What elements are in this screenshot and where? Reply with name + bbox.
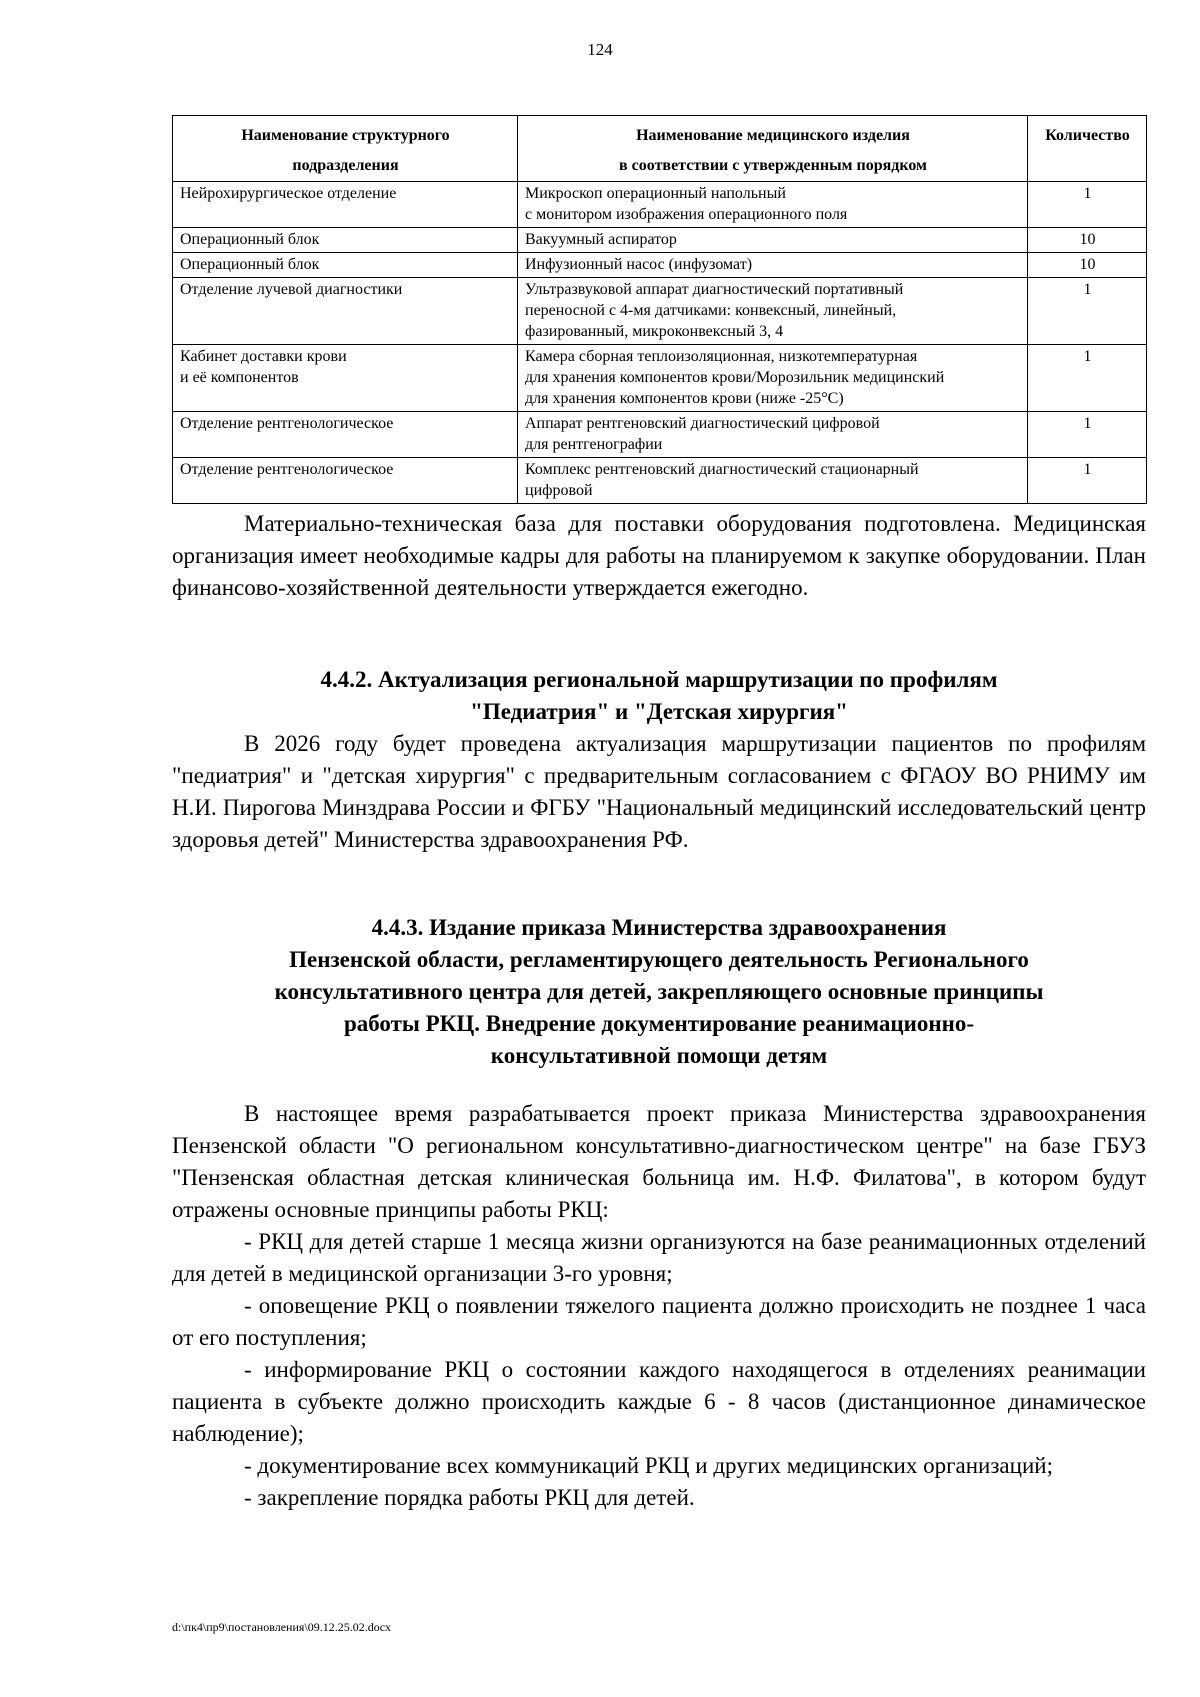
quantity-cell: 1 <box>1028 182 1147 228</box>
section-443-intro: В настоящее время разрабатывается проект приказа Министерства здравоохранения Пензенской области "О региональном консультативно-диагностическом центре" на базе ГБУЗ "Пензенская областная детская клиническая больница им. Н.Ф. Филатова", в котором будут отражены основные принципы работы РКЦ: <box>172 1101 1146 1222</box>
table-row <box>173 458 1147 504</box>
quantity-cell: 10 <box>1028 253 1147 278</box>
table-row <box>173 228 1147 253</box>
unit-cell: Кабинет доставки крови и её компонентов <box>173 345 518 412</box>
unit-cell: Отделение рентгенологическое <box>173 412 518 458</box>
section-442-body <box>172 728 1146 856</box>
section-443-heading: 4.4.3. Издание приказа Министерства здравоохранения Пензенской области, регламентирующего деятельность Регионального консультативного центра для детей, закрепляющего основные принципы работы РКЦ. Внедрение документирование реанимационно- консультативной помощи детям <box>274 915 1044 1068</box>
unit-cell: Операционный блок <box>173 253 518 278</box>
unit-cell: Операционный блок <box>173 228 518 253</box>
device-cell: Ультразвуковой аппарат диагностический портативный переносной с 4-мя датчиками: конвексный, линейный, фазированный, микроконвексный 3, 4 <box>518 278 1028 345</box>
list-item: - документирование всех коммуникаций РКЦ и других медицинских организаций; <box>244 1453 1053 1478</box>
section-442-paragraph: В 2026 году будет проведена актуализация маршрутизации пациентов по профилям "педиатрия" и "детская хирургия" с предварительным согласованием с ФГАОУ ВО РНИМУ им Н.И. Пирогова Минздрава России и ФГБУ "Национальный медицинский исследовательский центр здоровья детей" Министерства здравоохранения РФ. <box>172 731 1146 852</box>
page-number: 124 <box>587 40 613 59</box>
table-header-row <box>173 116 1147 182</box>
quantity-cell: 1 <box>1028 458 1147 504</box>
device-cell: Вакуумный аспиратор <box>518 228 1028 253</box>
quantity-cell: 1 <box>1028 278 1147 345</box>
list-item: - РКЦ для детей старше 1 месяца жизни организуются на базе реанимационных отделений для детей в медицинской организации 3-го уровня; <box>172 1229 1146 1286</box>
table-row <box>173 412 1147 458</box>
table-row <box>173 278 1147 345</box>
section-443-body <box>172 1098 1146 1514</box>
device-cell: Камера сборная теплоизоляционная, низкотемпературная для хранения компонентов крови/Морозильник медицинский для хранения компонентов крови (ниже -25°C) <box>518 345 1028 412</box>
equipment-table <box>172 115 1147 504</box>
quantity-cell: 1 <box>1028 412 1147 458</box>
base-paragraph-block <box>172 508 1146 604</box>
device-cell: Аппарат рентгеновский диагностический цифровой для рентгенографии <box>518 412 1028 458</box>
unit-cell: Отделение рентгенологическое <box>173 458 518 504</box>
device-cell: Комплекс рентгеновский диагностический стационарный цифровой <box>518 458 1028 504</box>
base-paragraph: Материально-техническая база для поставки оборудования подготовлена. Медицинская организация имеет необходимые кадры для работы на планируемом к закупке оборудовании. План финансово-хозяйственной деятельности утверждается ежегодно. <box>172 511 1146 600</box>
device-cell: Инфузионный насос (инфузомат) <box>518 253 1028 278</box>
list-item: - закрепление порядка работы РКЦ для детей. <box>244 1485 695 1510</box>
table-row <box>173 253 1147 278</box>
device-cell: Микроскоп операционный напольный с монитором изображения операционного поля <box>518 182 1028 228</box>
quantity-cell: 1 <box>1028 345 1147 412</box>
table-row <box>173 345 1147 412</box>
table-row <box>173 182 1147 228</box>
header-unit: Наименование структурного подразделения <box>173 116 518 182</box>
header-quantity: Количество <box>1028 116 1147 182</box>
list-item: - оповещение РКЦ о появлении тяжелого пациента должно происходить не позднее 1 часа от его поступления; <box>172 1293 1146 1350</box>
list-item: - информирование РКЦ о состоянии каждого находящегося в отделениях реанимации пациента в субъекте должно происходить каждые 6 - 8 часов (дистанционное динамическое наблюдение); <box>172 1357 1146 1446</box>
unit-cell: Отделение лучевой диагностики <box>173 278 518 345</box>
section-442-heading: 4.4.2. Актуализация региональной маршрутизации по профилям "Педиатрия" и "Детская хирургия" <box>320 667 998 724</box>
header-device: Наименование медицинского изделия в соответствии с утвержденным порядком <box>518 116 1028 182</box>
unit-cell: Нейрохирургическое отделение <box>173 182 518 228</box>
file-path-footer: d:\пк4\пр9\постановления\09.12.25.02.docx <box>172 1620 392 1634</box>
quantity-cell: 10 <box>1028 228 1147 253</box>
